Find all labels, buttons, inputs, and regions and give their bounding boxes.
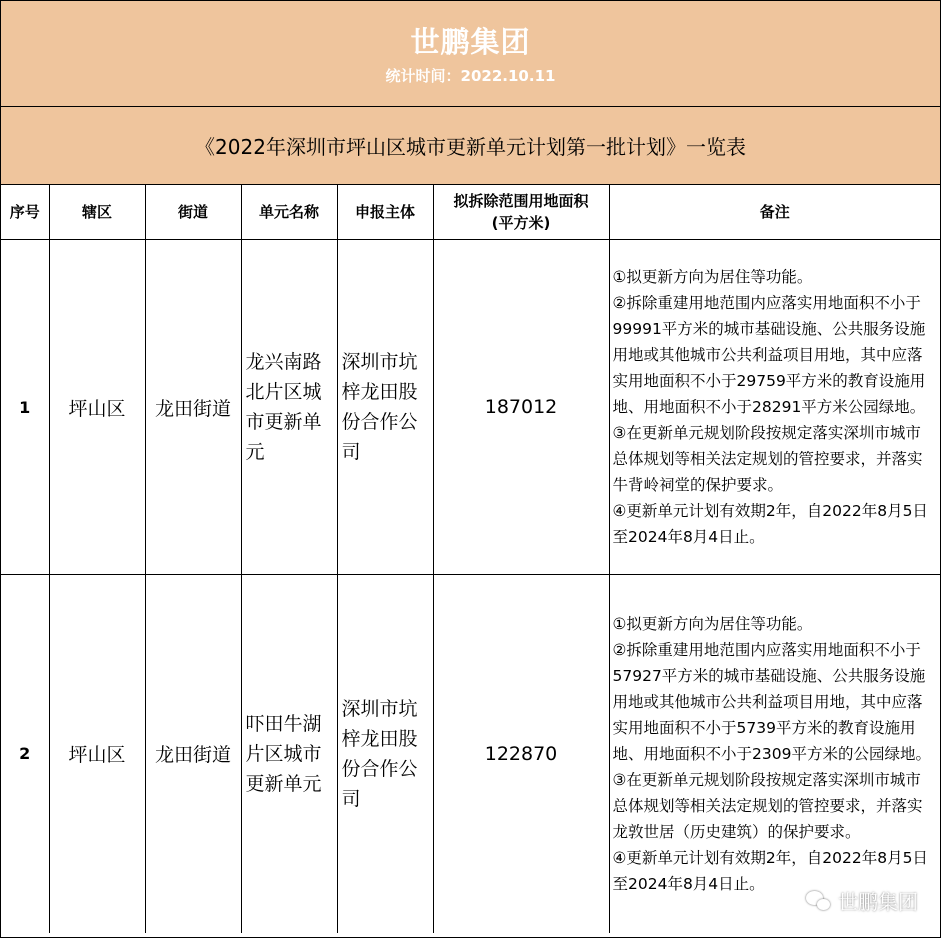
document-title: 《2022年深圳市坪山区城市更新单元计划第一批计划》一览表 (195, 135, 746, 159)
cell-street: 龙田街道 (145, 575, 241, 933)
cell-district: 坪山区 (49, 240, 145, 575)
cell-unit-name: 吓田牛湖片区城市更新单元 (241, 575, 337, 933)
cell-unit-name: 龙兴南路北片区城市更新单元 (241, 240, 337, 575)
col-header-unit-name: 单元名称 (241, 185, 337, 240)
col-header-notes: 备注 (609, 185, 940, 240)
document-title-row (1, 107, 940, 185)
company-name: 世鹏集团 (410, 25, 531, 59)
col-header-area (433, 185, 609, 240)
note-item: ④更新单元计划有效期2年，自2022年8月5日至2024年8月4日止。 (612, 502, 928, 546)
stat-time: 统计时间：2022.10.11 (385, 67, 556, 85)
note-item: ②拆除重建用地范围内应落实用地面积不小于57927平方米的城市基础设施、公共服务设施用地或其他城市公共利益项目用地，其中应落实用地面积不小于5739平方米的教育设施用地、用地面积不小于2309平方米的公园绿地。 (612, 640, 931, 763)
col-header-street: 街道 (145, 185, 241, 240)
cell-area: 122870 (433, 575, 609, 933)
cell-notes (609, 575, 940, 933)
note-item: ③在更新单元规划阶段按规定落实深圳市城市总体规划等相关法定规划的管控要求，并落实牛背岭祠堂的保护要求。 (612, 424, 923, 494)
cell-seq: 1 (1, 240, 49, 575)
col-header-area-line2: (平方米) (491, 214, 551, 232)
col-header-applicant: 申报主体 (337, 185, 433, 240)
table-row (1, 575, 940, 933)
cell-applicant: 深圳市坑梓龙田股份合作公司 (337, 575, 433, 933)
col-header-seq: 序号 (1, 185, 49, 240)
note-item: ④更新单元计划有效期2年，自2022年8月5日至2024年8月4日止。 (612, 848, 928, 893)
table-row (1, 240, 940, 575)
cell-area: 187012 (433, 240, 609, 575)
watermark-text: 世鹏集团 (838, 890, 918, 914)
wechat-icon (806, 890, 832, 912)
cell-notes (609, 240, 940, 575)
table-header-row (1, 185, 940, 240)
note-item: ②拆除重建用地范围内应落实用地面积不小于99991平方米的城市基础设施、公共服务设施用地或其他城市公共利益项目用地，其中应落实用地面积不小于29759平方米的教育设施用地、用地面积不小于28291平方米公园绿地。 (612, 294, 926, 416)
plan-table (1, 185, 940, 933)
watermark (806, 886, 918, 915)
note-item: ①拟更新方向为居住等功能。 (612, 268, 813, 286)
cell-district: 坪山区 (49, 575, 145, 933)
col-header-area-line1: 拟拆除范围用地面积 (453, 192, 589, 210)
cell-seq: 2 (1, 575, 49, 933)
cell-applicant: 深圳市坑梓龙田股份合作公司 (337, 240, 433, 575)
header-banner (1, 1, 940, 107)
note-item: ③在更新单元规划阶段按规定落实深圳市城市总体规划等相关法定规划的管控要求，并落实龙敦世居（历史建筑）的保护要求。 (612, 770, 923, 841)
note-item: ①拟更新方向为居住等功能。 (612, 614, 813, 633)
col-header-district: 辖区 (49, 185, 145, 240)
cell-street: 龙田街道 (145, 240, 241, 575)
